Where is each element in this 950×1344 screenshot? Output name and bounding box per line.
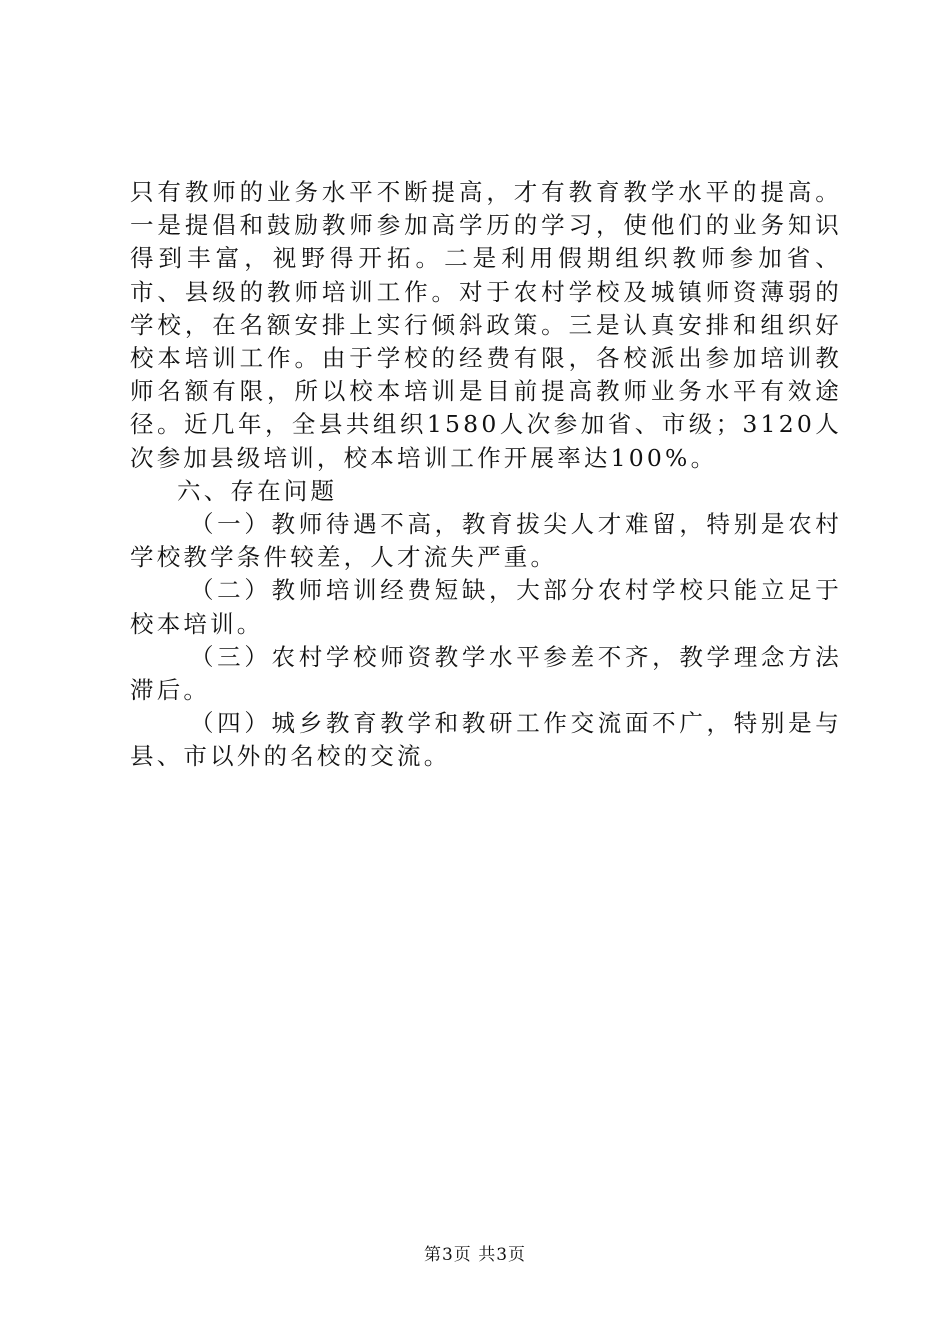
section-heading: 六、存在问题 xyxy=(177,476,338,505)
issue-item-4: （四）城乡教育教学和教研工作交流面不广，特别是与县、市以外的名校的交流。 xyxy=(130,709,842,771)
page-footer: 第3页 共3页 xyxy=(423,1245,527,1265)
body-paragraph: 只有教师的业务水平不断提高，才有教育教学水平的提高。一是提倡和鼓励教师参加高学历的学习，使他们的业务知识得到丰富，视野得开拓。二是利用假期组织教师参加省、市、县级的教师培训工作。对于农村学校及城镇师资薄弱的学校，在名额安排上实行倾斜政策。三是认真安排和组织好校本培训工作。由于学校的经费有限，各校派出参加培训教师名额有限，所以校本培训是目前提高教师业务水平有效途径。近几年，全县共组织1580人次参加省、市级；3120人次参加县级培训，校本培训工作开展率达100%。 xyxy=(130,178,842,472)
issue-item-3: （三）农村学校师资教学水平参差不齐，教学理念方法滞后。 xyxy=(130,642,842,705)
issue-item-1: （一）教师待遇不高，教育拔尖人才难留，特别是农村学校教学条件较差，人才流失严重。 xyxy=(130,510,842,572)
document-body xyxy=(130,176,842,774)
issue-item-2: （二）教师培训经费短缺，大部分农村学校只能立足于校本培训。 xyxy=(130,576,842,638)
